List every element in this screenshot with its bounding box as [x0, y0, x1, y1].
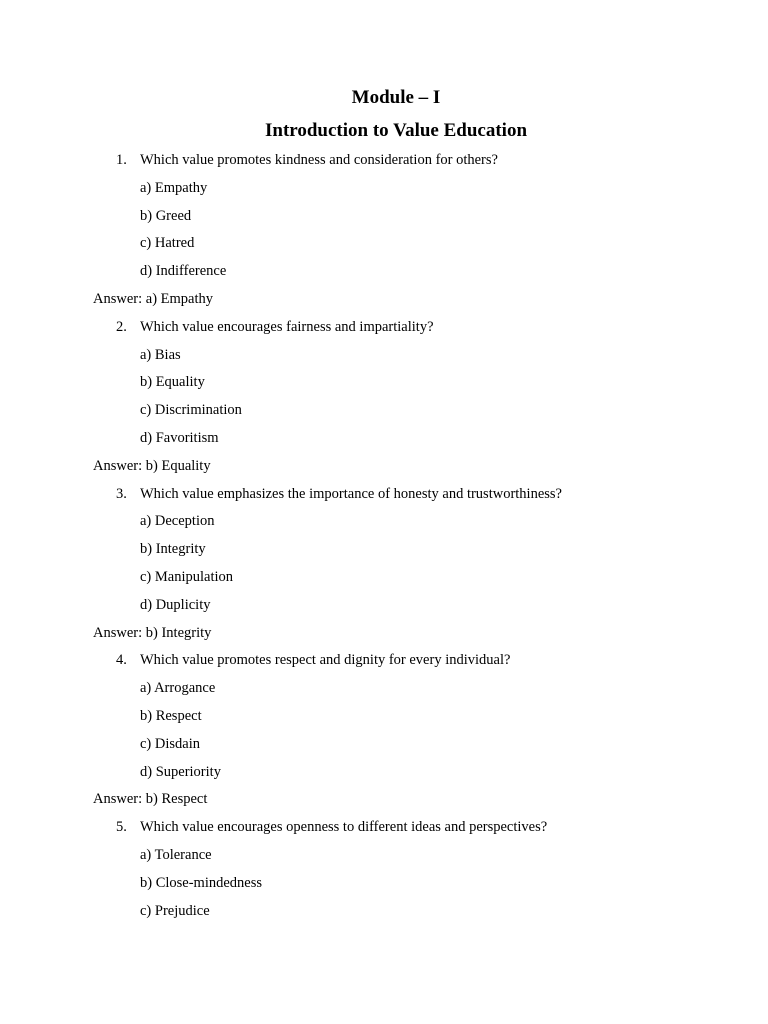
option: c) Manipulation: [140, 568, 234, 585]
question-block-2: [0, 313, 768, 480]
question-block-1: [0, 146, 768, 313]
option: d) Indifference: [140, 263, 227, 280]
option: c) Disdain: [140, 735, 200, 752]
question-4: [0, 646, 768, 674]
option: a) Arrogance: [140, 680, 216, 697]
question-text: Which value promotes respect and dignity for every individual?: [140, 652, 511, 669]
option: b) Respect: [140, 707, 202, 724]
option: a) Tolerance: [140, 846, 212, 863]
page-title: Module – I: [351, 87, 441, 108]
page-subtitle: Introduction to Value Education: [264, 120, 528, 141]
option: a) Empathy: [140, 179, 208, 196]
question-5: [0, 813, 768, 841]
question-list: [0, 146, 768, 924]
question-number: 2.: [116, 318, 127, 335]
option: a) Deception: [140, 513, 215, 530]
question-number: 5.: [116, 819, 127, 836]
question-1: [0, 146, 768, 174]
option: b) Equality: [140, 374, 205, 391]
question-number: 4.: [116, 652, 127, 669]
question-2: [0, 313, 768, 341]
option: a) Bias: [140, 346, 181, 363]
question-3: [0, 480, 768, 508]
option: b) Greed: [140, 207, 192, 224]
question-text: Which value encourages openness to different ideas and perspectives?: [140, 819, 548, 836]
question-number: 3.: [116, 485, 127, 502]
answer-line: Answer: b) Respect: [93, 791, 208, 808]
option: b) Close-mindedness: [140, 874, 263, 891]
option: d) Favoritism: [140, 429, 219, 446]
question-number: 1.: [116, 152, 127, 168]
option: d) Superiority: [140, 763, 221, 780]
question-text: Which value encourages fairness and impartiality?: [140, 318, 434, 335]
option: b) Integrity: [140, 541, 206, 558]
question-text: Which value emphasizes the importance of honesty and trustworthiness?: [140, 485, 562, 502]
option: c) Discrimination: [140, 402, 242, 419]
option: d) Duplicity: [140, 596, 211, 613]
option: c) Hatred: [140, 235, 195, 252]
question-block-3: [0, 480, 768, 647]
question-text: Which value promotes kindness and consideration for others?: [140, 152, 498, 168]
answer-line: Answer: a) Empathy: [93, 290, 213, 307]
question-block-5: [0, 813, 768, 924]
option: c) Prejudice: [140, 902, 210, 919]
answer-line: Answer: b) Integrity: [93, 624, 212, 641]
answer-line: Answer: b) Equality: [93, 457, 211, 474]
question-block-4: [0, 646, 768, 813]
